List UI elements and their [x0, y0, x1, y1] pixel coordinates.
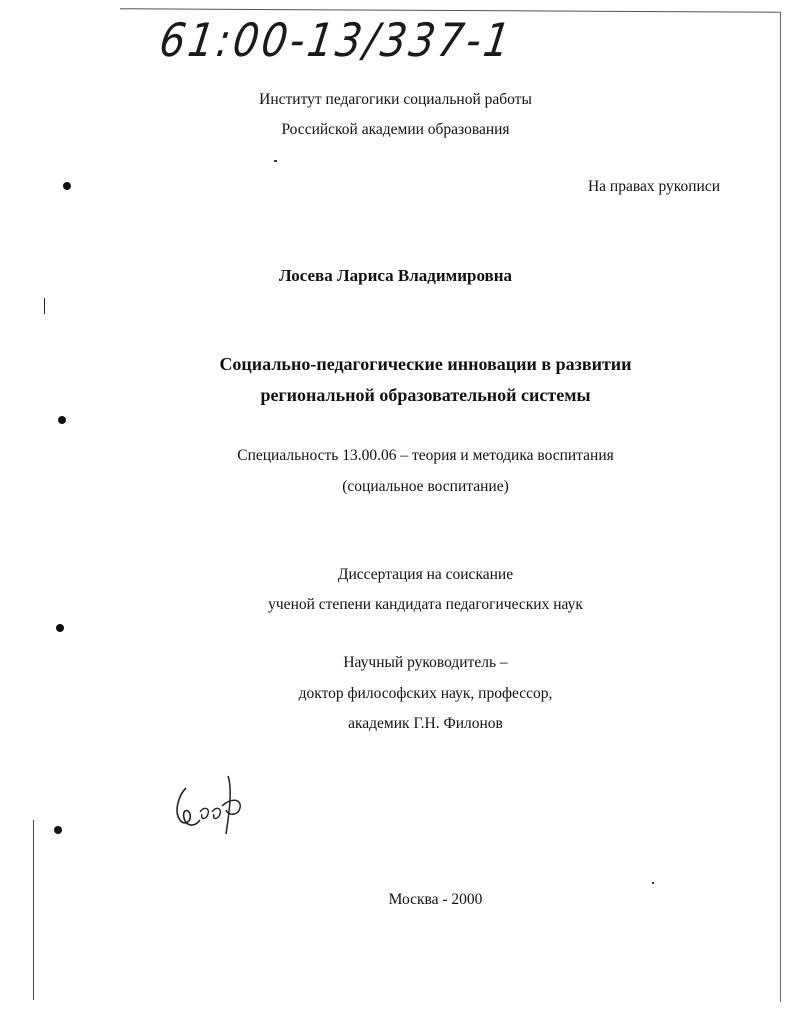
page-border-left: [33, 820, 34, 1000]
rights-notice: На правах рукописи: [587, 178, 720, 195]
archive-number-handwritten: 61:00-13/337-1: [156, 14, 517, 68]
page-border-top: [120, 8, 780, 12]
binding-hole: [54, 826, 62, 834]
title-line-2: региональной образовательной системы: [260, 385, 591, 405]
author-name: Лосева Лариса Владимировна: [278, 266, 513, 285]
supervisor-line-1: Научный руководитель –: [343, 654, 508, 671]
scan-mark: [44, 298, 45, 314]
scan-speck: [652, 882, 654, 884]
scan-speck: [274, 160, 277, 162]
supervisor-line-2: доктор философских наук, профессор,: [298, 685, 553, 702]
specialty-line-1: Специальность 13.00.06 – теория и методика воспитания: [237, 447, 614, 464]
binding-hole: [56, 624, 64, 632]
binding-hole: [63, 182, 71, 190]
supervisor-line-3: академик Г.Н. Филонов: [348, 715, 503, 732]
institution-line-1: Институт педагогики социальной работы: [259, 91, 532, 108]
binding-hole: [58, 416, 66, 424]
specialty-line-2: (социальное воспитание): [342, 478, 509, 495]
degree-line-1: Диссертация на соискание: [337, 566, 514, 583]
page-border-right: [780, 12, 781, 1002]
title-line-1: Социально-педагогические инновации в развитии: [219, 354, 632, 374]
author-signature: [168, 768, 258, 840]
degree-line-2: ученой степени кандидата педагогических наук: [268, 596, 583, 613]
place-year: Москва - 2000: [388, 891, 483, 908]
institution-line-2: Российской академии образования: [281, 121, 510, 138]
